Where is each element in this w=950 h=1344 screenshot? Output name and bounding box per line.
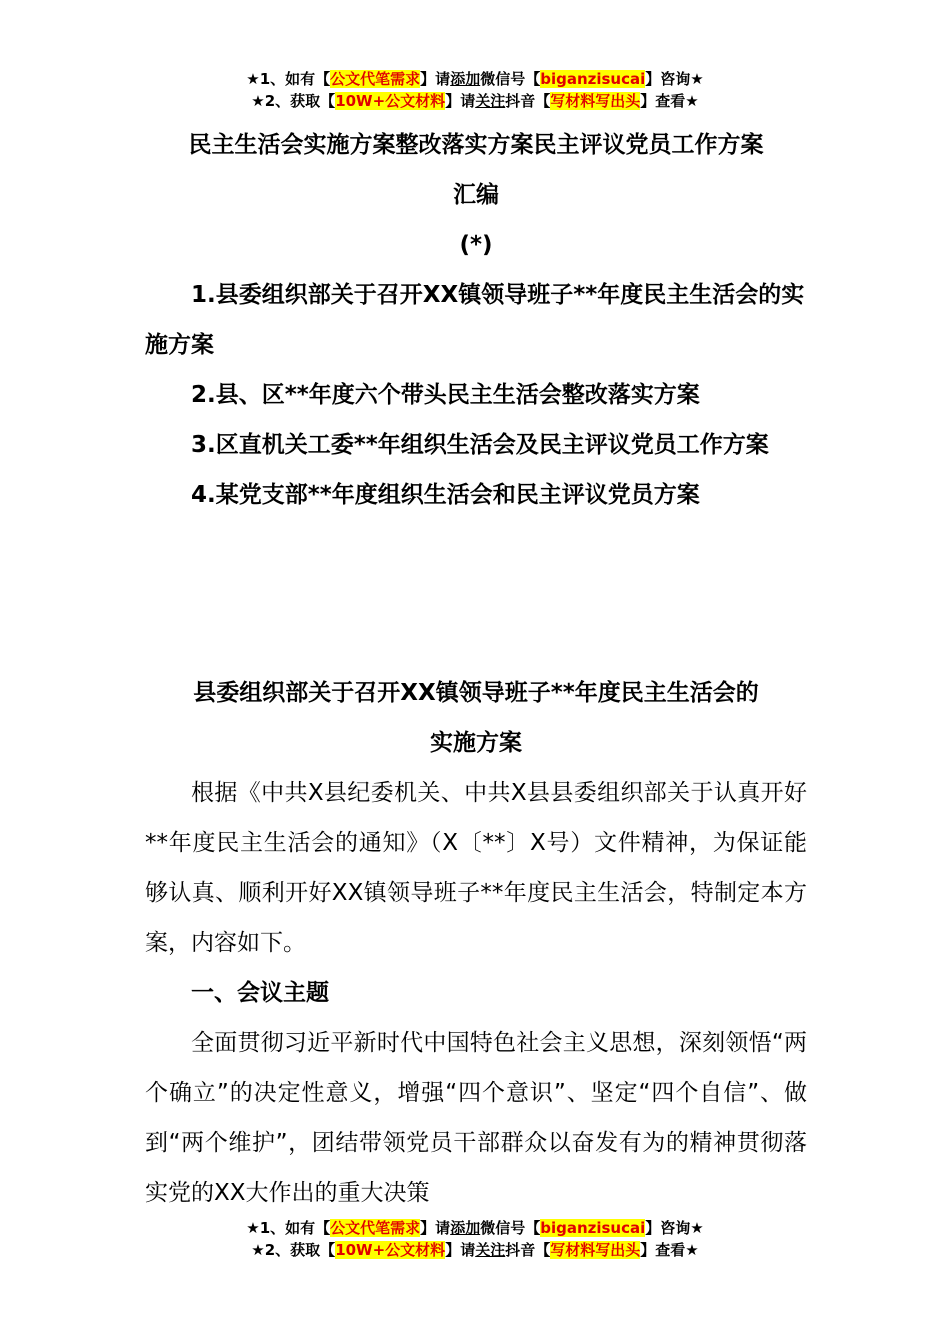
promo-text: 】咨询★ xyxy=(645,70,704,88)
toc-item-4: 4.某党支部**年度组织生活会和民主评议党员方案 xyxy=(191,482,700,508)
document-subtitle: (*) xyxy=(459,232,493,258)
document-title-cont: 汇编 xyxy=(453,182,499,208)
promo-text: ★2、获取【 xyxy=(251,92,336,110)
promo-text: 微信号【 xyxy=(480,1219,541,1237)
promo-text: 】查看★ xyxy=(640,1241,699,1259)
promo-text: 微信号【 xyxy=(480,70,541,88)
section-title-cont: 实施方案 xyxy=(430,730,522,756)
promo-highlight: 10W+公文材料 xyxy=(335,92,446,110)
douyin-account: 写材料写出头 xyxy=(550,92,641,110)
section-title: 县委组织部关于召开XX镇领导班子**年度民主生活会的 xyxy=(193,680,759,706)
document-title-block xyxy=(145,120,807,270)
promo-underline: 添加 xyxy=(450,1219,481,1237)
promo-text: 】请 xyxy=(445,1241,476,1259)
promo-text: ★1、如有【 xyxy=(246,1219,331,1237)
promo-line-2 xyxy=(0,1239,950,1261)
promo-highlight: 10W+公文材料 xyxy=(335,1241,446,1259)
wechat-id: biganzisucai xyxy=(540,70,646,88)
paragraph-intro: 根据《中共X县纪委机关、中共X县县委组织部关于认真开好**年度民主生活会的通知》（X〔**〕X号）文件精神，为保证能够认真、顺利开好XX镇领导班子**年度民主生活会，特制定本方案，内容如下。 xyxy=(145,780,807,956)
douyin-account: 写材料写出头 xyxy=(550,1241,641,1259)
promo-underline: 关注 xyxy=(475,1241,506,1259)
promo-underline: 关注 xyxy=(475,92,506,110)
promo-text: 】咨询★ xyxy=(645,1219,704,1237)
promo-line-1 xyxy=(0,68,950,90)
toc-item-3: 3.区直机关工委**年组织生活会及民主评议党员工作方案 xyxy=(191,432,769,458)
promo-text: 】请 xyxy=(420,70,451,88)
promo-text: 】查看★ xyxy=(640,92,699,110)
promo-text: ★2、获取【 xyxy=(251,1241,336,1259)
promo-text: ★1、如有【 xyxy=(246,70,331,88)
promo-text: 抖音【 xyxy=(505,92,551,110)
promo-footer xyxy=(0,1217,950,1261)
promo-text: 】请 xyxy=(420,1219,451,1237)
heading-meeting-theme: 一、会议主题 xyxy=(191,980,329,1006)
promo-line-2 xyxy=(0,90,950,112)
section-title-block xyxy=(145,668,807,768)
document-title: 民主生活会实施方案整改落实方案民主评议党员工作方案 xyxy=(188,132,764,158)
promo-underline: 添加 xyxy=(450,70,481,88)
toc-item-1: 1.县委组织部关于召开XX镇领导班子**年度民主生活会的实施方案 xyxy=(145,282,805,358)
wechat-id: biganzisucai xyxy=(540,1219,646,1237)
toc-item-2: 2.县、区**年度六个带头民主生活会整改落实方案 xyxy=(191,382,700,408)
promo-text: 抖音【 xyxy=(505,1241,551,1259)
promo-line-1 xyxy=(0,1217,950,1239)
promo-text: 】请 xyxy=(445,92,476,110)
document-body xyxy=(145,768,807,1218)
promo-header xyxy=(0,68,950,112)
table-of-contents xyxy=(145,270,807,520)
promo-highlight: 公文代笔需求 xyxy=(330,70,421,88)
promo-highlight: 公文代笔需求 xyxy=(330,1219,421,1237)
paragraph-theme: 全面贯彻习近平新时代中国特色社会主义思想，深刻领悟“两个确立”的决定性意义，增强“四个意识”、坚定“四个自信”、做到“两个维护”，团结带领党员干部群众以奋发有为的精神贯彻落实党的XX大作出的重大决策 xyxy=(145,1030,807,1206)
